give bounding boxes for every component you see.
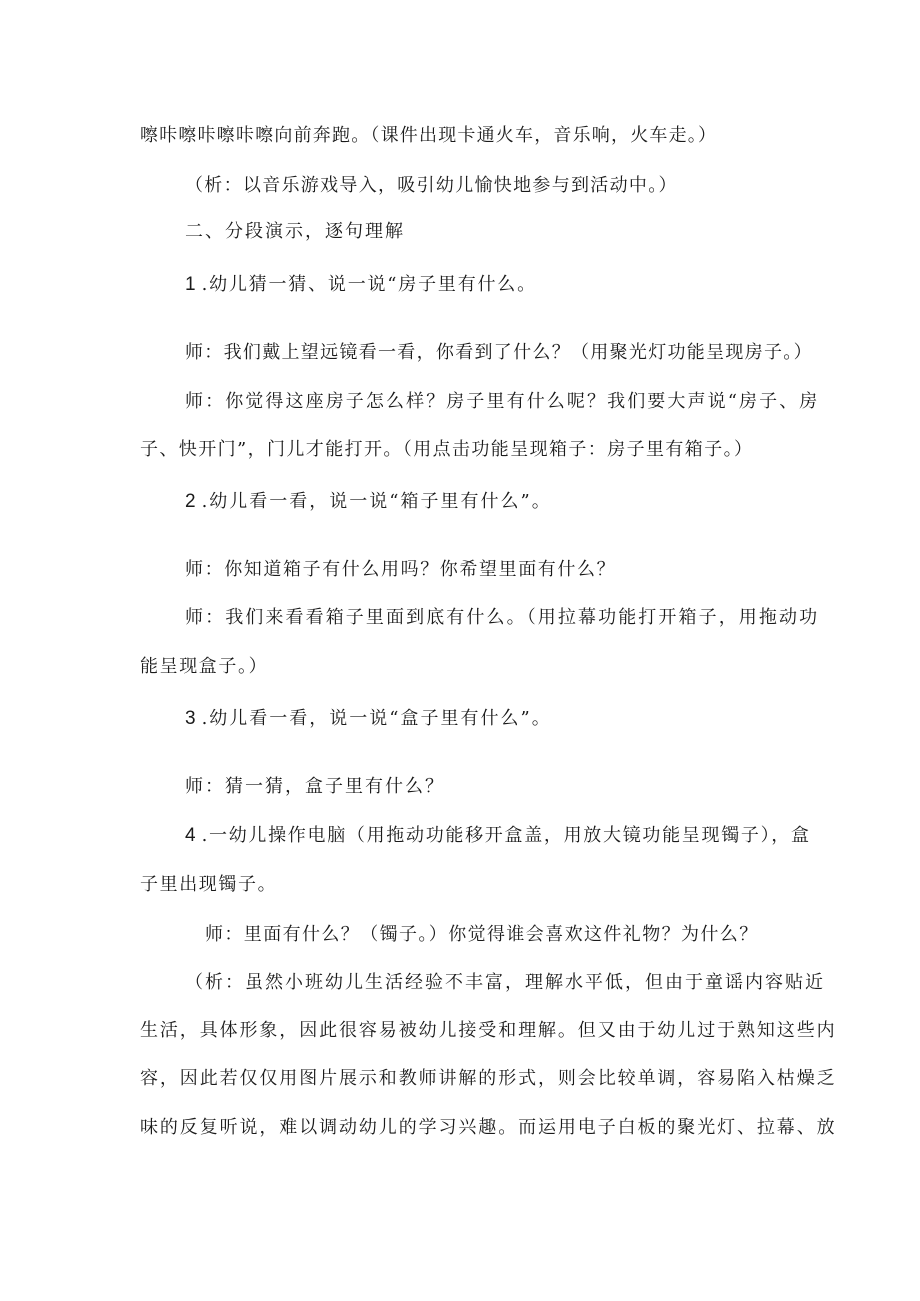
list-item-text: .幼儿看一看，说一说“箱子里有什么”。 bbox=[201, 491, 552, 512]
paragraph-line: 师：你知道箱子有什么用吗？你希望里面有什么？ bbox=[185, 559, 617, 580]
paragraph-line: 子、快开门”，门儿才能打开。（用点击功能呈现箱子：房子里有箱子。） bbox=[140, 439, 754, 460]
paragraph-line: （析：以音乐游戏导入，吸引幼儿愉快地参与到活动中。） bbox=[185, 175, 678, 196]
paragraph-line: 师：你觉得这座房子怎么样？房子里有什么呢？我们要大声说“房子、房 bbox=[185, 391, 820, 412]
list-number: 3 bbox=[185, 708, 196, 729]
paragraph-line: （析：虽然小班幼儿生活经验不丰富，理解水平低，但由于童谣内容贴近 bbox=[185, 972, 825, 993]
paragraph-line: 师：猜一猜，盒子里有什么？ bbox=[185, 776, 445, 797]
list-item-text: .一幼儿操作电脑（用拖动功能移开盒盖，用放大镜功能呈现镯子），盒 bbox=[201, 825, 811, 846]
paragraph-line: 味的反复听说，难以调动幼儿的学习兴趣。而运用电子白板的聚光灯、拉幕、放 bbox=[140, 1117, 837, 1138]
list-item bbox=[185, 273, 537, 297]
paragraph-line: 容，因此若仅仅用图片展示和教师讲解的形式，则会比较单调，容易陷入枯燥乏 bbox=[140, 1068, 837, 1089]
paragraph-line: 子里出现镯子。 bbox=[140, 874, 278, 895]
list-item bbox=[185, 490, 552, 514]
list-item-text: .幼儿看一看，说一说“盒子里有什么”。 bbox=[201, 708, 552, 729]
section-heading: 二、分段演示，逐句理解 bbox=[185, 221, 405, 242]
paragraph-line: 嚓咔嚓咔嚓咔嚓向前奔跑。（课件出现卡通火车，音乐响，火车走。） bbox=[140, 125, 718, 146]
list-number: 1 bbox=[185, 274, 196, 295]
list-number: 4 bbox=[185, 825, 196, 846]
paragraph-line: 师：我们戴上望远镜看一看，你看到了什么？（用聚光灯功能呈现房子。） bbox=[185, 342, 813, 363]
list-item bbox=[185, 707, 552, 731]
paragraph-line: 师：里面有什么？（镯子。）你觉得谁会喜欢这件礼物？为什么？ bbox=[205, 924, 759, 945]
list-number: 2 bbox=[185, 491, 196, 512]
list-item-text: .幼儿猜一猜、说一说“房子里有什么。 bbox=[201, 274, 537, 295]
paragraph-line: 生活，具体形象，因此很容易被幼儿接受和理解。但又由于幼儿过于熟知这些内 bbox=[140, 1020, 837, 1041]
paragraph-line: 能呈现盒子。） bbox=[140, 656, 269, 677]
list-item bbox=[185, 824, 811, 848]
paragraph-line: 师：我们来看看箱子里面到底有什么。（用拉幕功能打开箱子，用拖动功 bbox=[185, 607, 820, 628]
